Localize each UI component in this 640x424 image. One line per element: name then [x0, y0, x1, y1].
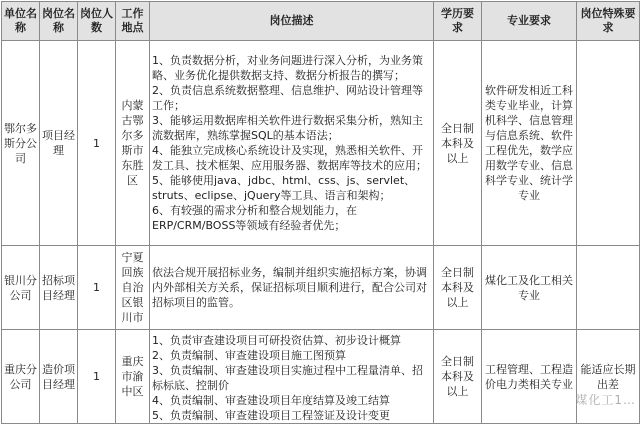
- table-row: [2, 330, 640, 424]
- cell-count: 1: [78, 330, 116, 424]
- header-count: 岗位人数: [78, 2, 116, 41]
- cell-major: 软件研发相近工科类专业毕业，计算机科学、信息管理与信息系统、软件工程优先，数学应用数学专业、信息科学专业、统计学专业: [482, 41, 577, 246]
- description-line: 4、负责编制、审查建设项目年度结算及竣工结算: [152, 394, 390, 407]
- description-line: 4、能独立完成核心系统设计及实现，熟悉相关软件、开发工具、技术框架、应用服务器、数据库等技术的应用；: [152, 144, 427, 172]
- cell-description: [150, 246, 434, 330]
- cell-special: [577, 41, 640, 246]
- description-line: 3、负责编制、审查建设项目实施过程中工程量清单、招标标底、控制价: [152, 364, 423, 392]
- cell-location: 宁夏回族自治区银川市: [116, 246, 150, 330]
- description-line: 3、能够运用数据库相关软件进行数据采集分析，熟知主流数据库，熟练掌握SQL的基本语法；: [152, 114, 423, 142]
- cell-education: 全日制本科及以上: [434, 246, 482, 330]
- header-major: 专业要求: [482, 2, 577, 41]
- description-line: 5、能够使用java、jdbc、html、css、js、servlet、struts、eclipse、jQuery等工具、语言和架构；: [152, 174, 416, 202]
- header-special: 岗位特殊要求: [577, 2, 640, 41]
- cell-education: 全日制本科及以上: [434, 41, 482, 246]
- description-line: 2、负责信息系统数据整理、信息维护、网站设计管理等工作；: [152, 84, 423, 112]
- description-line: 1、负责审查建设项目可研投资估算、初步设计概算: [152, 334, 401, 347]
- cell-position: 招标项目经理: [40, 246, 78, 330]
- description-line: 2、负责编制、审查建设项目施工图预算: [152, 349, 346, 362]
- cell-count: 1: [78, 41, 116, 246]
- cell-position: 项目经理: [40, 41, 78, 246]
- header-unit: 单位名称: [2, 2, 40, 41]
- table-row: [2, 246, 640, 330]
- header-location: 工作地点: [116, 2, 150, 41]
- cell-special: [577, 246, 640, 330]
- watermark: 煤化工1…: [575, 393, 636, 407]
- cell-major: 煤化工及化工相关专业: [482, 246, 577, 330]
- cell-location: 内蒙古鄂尔多斯市东胜区: [116, 41, 150, 246]
- description-line: 1、负责数据分析，对业务问题进行深入分析，为业务策略、业务优化提供数据支持、数据分析报告的撰写；: [152, 54, 423, 82]
- header-position: 岗位名称: [40, 2, 78, 41]
- cell-education: 全日制本科及以上: [434, 330, 482, 424]
- cell-unit: 鄂尔多斯分公司: [2, 41, 40, 246]
- header-row: [2, 2, 640, 41]
- job-table: [1, 1, 640, 424]
- cell-major: 工程管理、工程造价电力类相关专业: [482, 330, 577, 424]
- cell-description: [150, 330, 434, 424]
- table-row: [2, 41, 640, 246]
- cell-location: 重庆市渝中区: [116, 330, 150, 424]
- header-description: 岗位描述: [150, 2, 434, 41]
- header-education: 学历要求: [434, 2, 482, 41]
- description-line: 依法合规开展招标业务，编制并组织实施招标方案，协调内外部相关方关系，保证招标项目顺利进行，配合公司对招标项目的监管。: [152, 266, 427, 309]
- cell-special: 能适应长期出差: [577, 330, 640, 424]
- cell-position: 造价项目经理: [40, 330, 78, 424]
- cell-unit: 重庆分公司: [2, 330, 40, 424]
- cell-count: 1: [78, 246, 116, 330]
- cell-unit: 银川分公司: [2, 246, 40, 330]
- description-line: 6、有较强的需求分析和整合规划能力，在ERP/CRM/BOSS等领域有经验者优先；: [152, 204, 357, 232]
- cell-description: [150, 41, 434, 246]
- description-line: 5、负责编制、审查建设项目工程签证及设计变更: [152, 409, 390, 422]
